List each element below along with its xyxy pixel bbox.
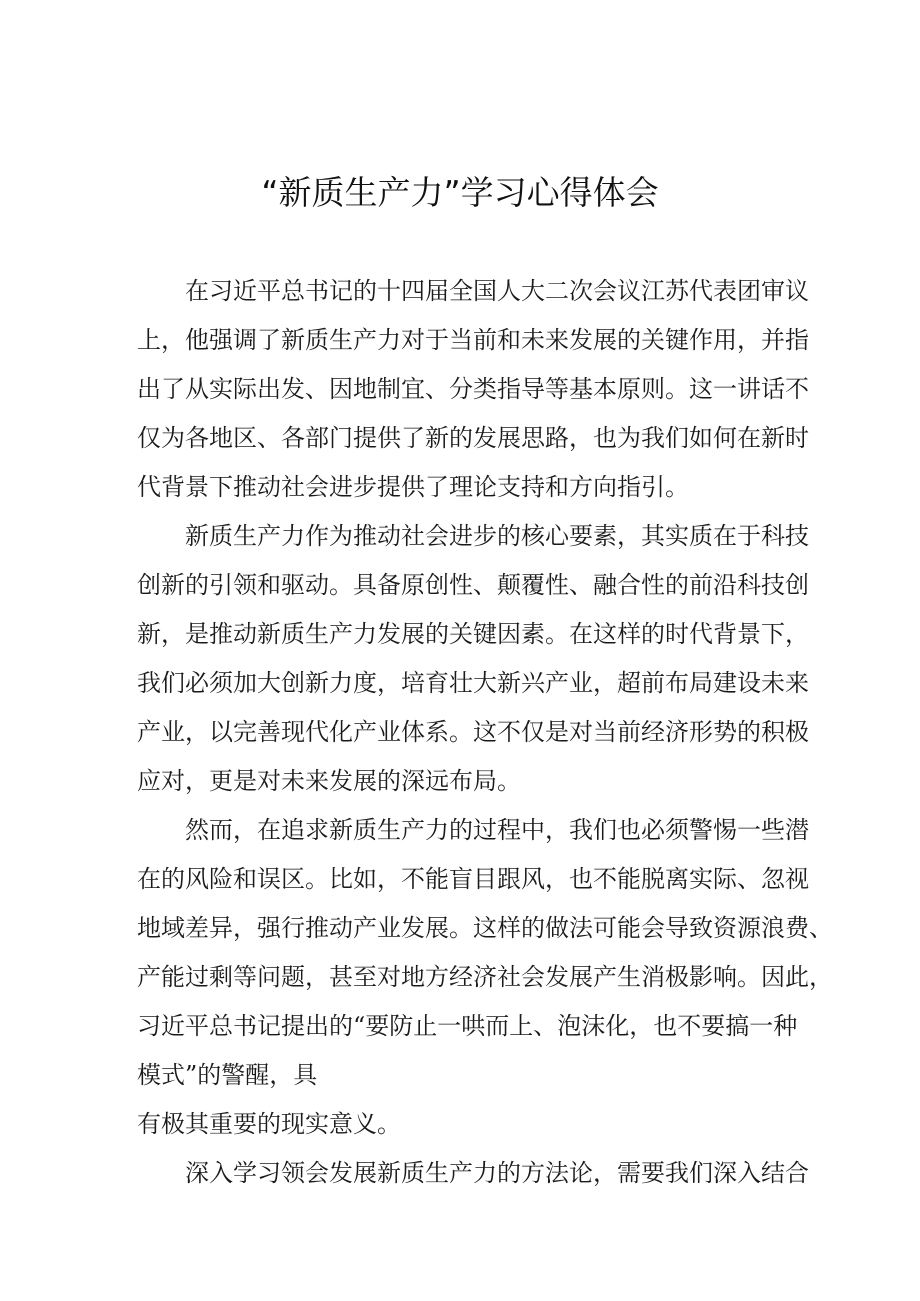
paragraph-line: 上，他强调了新质生产力对于当前和未来发展的关键作用，并指	[137, 326, 809, 354]
paragraph-line: 在习近平总书记的十四届全国人大二次会议江苏代表团审议	[185, 277, 809, 305]
paragraph-line: 我们必须加大创新力度，培育壮大新兴产业，超前布局建设未来	[137, 669, 809, 697]
paragraph-line: 模式”的警醒，具	[137, 1061, 318, 1089]
paragraph-line: 习近平总书记提出的“要防止一哄而上、泡沫化，也不要搞一种	[137, 1012, 798, 1040]
paragraph-line: 产业，以完善现代化产业体系。这不仅是对当前经济形势的积极	[137, 718, 809, 746]
paragraph-line: 代背景下推动社会进步提供了理论支持和方向指引。	[137, 473, 689, 501]
paragraph-line: 出了从实际出发、因地制宜、分类指导等基本原则。这一讲话不	[137, 375, 809, 403]
paragraph-line: 地域差异，强行推动产业发展。这样的做法可能会导致资源浪费、	[137, 914, 833, 942]
paragraph-line: 有极其重要的现实意义。	[137, 1110, 401, 1138]
paragraph-line: 应对，更是对未来发展的深远布局。	[137, 767, 521, 795]
paragraph-line: 产能过剩等问题，甚至对地方经济社会发展产生消极影响。因此，	[137, 963, 833, 991]
paragraph-line: 深入学习领会发展新质生产力的方法论，需要我们深入结合	[185, 1159, 809, 1187]
paragraph-line: 然而，在追求新质生产力的过程中，我们也必须警惕一些潜	[185, 816, 809, 844]
paragraph-line: 仅为各地区、各部门提供了新的发展思路，也为我们如何在新时	[137, 424, 809, 452]
paragraph-line: 新，是推动新质生产力发展的关键因素。在这样的时代背景下，	[137, 620, 809, 648]
paragraph-line: 在的风险和误区。比如，不能盲目跟风，也不能脱离实际、忽视	[137, 865, 809, 893]
paragraph-line: 创新的引领和驱动。具备原创性、颠覆性、融合性的前沿科技创	[137, 571, 809, 599]
paragraph-line: 新质生产力作为推动社会进步的核心要素，其实质在于科技	[185, 522, 809, 550]
document-title: “新质生产力”学习心得体会	[261, 173, 659, 212]
